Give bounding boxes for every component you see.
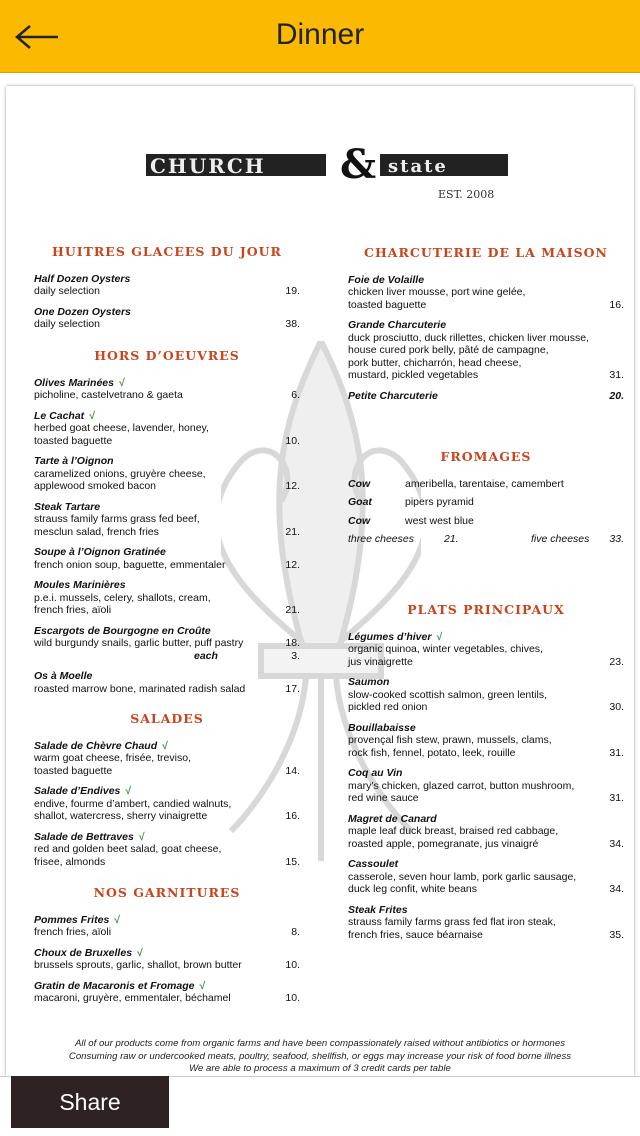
item-price: 16. bbox=[609, 298, 624, 311]
item-price: 38. bbox=[285, 318, 300, 330]
menu-item bbox=[34, 625, 300, 663]
item-price: 23. bbox=[609, 655, 624, 668]
description-text: macaroni, gruyère, emmentaler, béchamel bbox=[34, 992, 231, 1004]
vegetarian-icon: √ bbox=[137, 946, 143, 959]
item-description bbox=[34, 843, 300, 856]
description-text: duck leg confit, white beans bbox=[348, 883, 477, 895]
item-description bbox=[348, 916, 624, 929]
top-bar bbox=[0, 0, 640, 73]
description-text: roasted marrow bone, marinated radish salad bbox=[34, 682, 246, 695]
description-text: slow-cooked scottish salmon, green lentils, bbox=[348, 688, 548, 701]
description-text: chicken liver mousse, port wine gelée, bbox=[348, 286, 526, 298]
description-text: warm goat cheese, frisée, treviso, bbox=[34, 752, 191, 764]
description-text: french fries, aïoli bbox=[34, 926, 112, 938]
item-extra bbox=[34, 650, 300, 663]
menu-item bbox=[34, 501, 300, 539]
description-text: pork butter, chicharrón, head cheese, bbox=[348, 356, 522, 369]
item-description bbox=[34, 285, 300, 298]
extra-price: 3. bbox=[291, 649, 300, 662]
item-description bbox=[348, 344, 624, 357]
svg-text:CHURCH: CHURCH bbox=[150, 154, 266, 178]
menu-item bbox=[34, 579, 300, 617]
item-name: Olives Marinées √ bbox=[34, 376, 125, 389]
description-text: applewood smoked bacon bbox=[34, 480, 157, 492]
description-text: caramelized onions, gruyère cheese, bbox=[34, 467, 206, 480]
vegetarian-icon: √ bbox=[114, 913, 121, 926]
cheese-row bbox=[348, 515, 624, 528]
item-description bbox=[348, 929, 624, 942]
item-name: Salade de Bettraves √ bbox=[34, 830, 145, 843]
left-column bbox=[34, 86, 300, 1026]
vegetarian-icon: √ bbox=[436, 630, 443, 643]
item-description bbox=[348, 643, 624, 656]
item-description bbox=[348, 369, 624, 382]
cheese-pricing bbox=[348, 533, 624, 546]
description-text: organic quinoa, winter vegetables, chives, bbox=[348, 643, 543, 655]
description-text: house cured pork belly, pâté de campagne, bbox=[348, 344, 549, 356]
item-price: 21. bbox=[285, 604, 300, 616]
item-price: 34. bbox=[609, 883, 624, 895]
item-name: Grande Charcuterie bbox=[348, 319, 447, 331]
item-name bbox=[348, 390, 624, 403]
item-description bbox=[34, 752, 300, 765]
description-text: mary’s chicken, glazed carrot, button mushroom, bbox=[348, 779, 575, 792]
item-name: Os à Moelle bbox=[34, 670, 93, 682]
section-title: NOS GARNITURES bbox=[93, 885, 241, 900]
cheese-price-label: five cheeses bbox=[531, 533, 590, 545]
menu-section bbox=[348, 247, 624, 410]
menu-item bbox=[348, 631, 624, 669]
description-text: duck prosciutto, duck rillettes, chicken liver mousse, bbox=[348, 331, 590, 344]
description-text: mustard, pickled vegetables bbox=[348, 369, 479, 381]
cheese-row bbox=[348, 478, 624, 491]
menu-item bbox=[34, 670, 300, 695]
item-name: Half Dozen Oysters bbox=[34, 272, 131, 285]
item-name: Moules Marinières bbox=[34, 579, 126, 591]
item-name: Saumon bbox=[348, 676, 390, 688]
cheese-desc: ameribella, tarentaise, camembert bbox=[405, 477, 564, 490]
description-text: shallot, watercress, sherry vinaigrette bbox=[34, 810, 208, 822]
item-price: 31. bbox=[609, 746, 624, 759]
description-text: brussels sprouts, garlic, shallot, brown butter bbox=[34, 959, 242, 971]
description-text: red wine sauce bbox=[348, 792, 419, 804]
item-description bbox=[34, 604, 300, 617]
item-price: 15. bbox=[285, 855, 300, 868]
item-name: Légumes d’hiver √ bbox=[348, 630, 443, 643]
item-price: 8. bbox=[291, 926, 300, 938]
description-text: wild burgundy snails, garlic butter, puff pastry bbox=[34, 637, 244, 649]
vegetarian-icon: √ bbox=[118, 376, 125, 389]
menu-section bbox=[348, 604, 624, 949]
item-description bbox=[348, 883, 624, 896]
description-text: strauss family farms grass fed beef, bbox=[34, 513, 200, 525]
section-title: HORS D’OEUVRES bbox=[94, 348, 240, 363]
description-text: rock fish, fennel, potato, leek, rouille bbox=[348, 746, 516, 759]
item-price: 12. bbox=[285, 558, 300, 571]
description-text: daily selection bbox=[34, 318, 100, 330]
item-price: 31. bbox=[609, 792, 624, 804]
cheese-type: Cow bbox=[348, 477, 371, 490]
description-text: toasted baguette bbox=[34, 764, 113, 777]
item-description bbox=[348, 780, 624, 793]
item-name: Pommes Frites √ bbox=[34, 913, 121, 926]
description-text: toasted baguette bbox=[348, 298, 427, 311]
item-name: Coq au Vin bbox=[348, 767, 403, 779]
item-description bbox=[348, 792, 624, 805]
share-button[interactable]: Share bbox=[11, 1076, 169, 1128]
item-name: Foie de Volaille bbox=[348, 273, 425, 286]
menu-item bbox=[34, 785, 300, 823]
menu-section bbox=[34, 350, 300, 703]
item-price: 20. bbox=[609, 389, 624, 402]
item-name: Steak Tartare bbox=[34, 500, 101, 513]
menu-section bbox=[348, 451, 624, 546]
menu-item bbox=[34, 546, 300, 571]
item-name: Gratin de Macaronis et Fromage √ bbox=[34, 979, 206, 992]
menu-footer bbox=[6, 1038, 634, 1076]
cheese-row bbox=[348, 496, 624, 509]
section-title: FROMAGES bbox=[440, 449, 532, 464]
cheese-desc: west west blue bbox=[405, 514, 474, 527]
description-text: herbed goat cheese, lavender, honey, bbox=[34, 422, 209, 434]
description-text: picholine, castelvetrano & gaeta bbox=[34, 389, 183, 401]
section-title: CHARCUTERIE DE LA MAISON bbox=[364, 245, 608, 260]
menu-item bbox=[348, 813, 624, 851]
item-description bbox=[34, 318, 300, 331]
item-price: 31. bbox=[609, 369, 624, 381]
description-text: p.e.i. mussels, celery, shallots, cream, bbox=[34, 591, 211, 604]
description-text: french fries, aïoli bbox=[34, 604, 112, 616]
item-name: Choux de Bruxelles √ bbox=[34, 946, 143, 959]
item-name: Tarte à l’Oignon bbox=[34, 455, 114, 467]
item-name: Steak Frites bbox=[348, 903, 408, 916]
section-title: SALADES bbox=[130, 711, 204, 726]
item-name: Bouillabaisse bbox=[348, 721, 416, 734]
item-name: Soupe à l’Oignon Gratinée bbox=[34, 546, 166, 558]
item-description bbox=[34, 559, 300, 572]
item-description bbox=[34, 637, 300, 650]
menu-document[interactable] bbox=[6, 86, 634, 1076]
description-text: daily selection bbox=[34, 285, 100, 297]
description-text: roasted apple, pomegranate, jus vinaigré bbox=[348, 837, 539, 850]
vegetarian-icon: √ bbox=[89, 409, 95, 422]
description-text: jus vinaigrette bbox=[348, 655, 413, 668]
menu-item bbox=[34, 306, 300, 331]
item-price: 21. bbox=[285, 525, 300, 538]
item-description bbox=[348, 299, 624, 312]
item-name: Salade d’Endives √ bbox=[34, 785, 132, 797]
description-text: maple leaf duck breast, braised red cabbage, bbox=[348, 825, 559, 837]
item-name: Cassoulet bbox=[348, 858, 399, 870]
item-description bbox=[348, 838, 624, 851]
logo-est: EST. 2008 bbox=[438, 188, 495, 201]
item-name: Salade de Chèvre Chaud √ bbox=[34, 739, 168, 752]
menu-section bbox=[34, 713, 300, 876]
menu-item bbox=[348, 722, 624, 760]
menu-item bbox=[34, 273, 300, 298]
extra-label: each bbox=[194, 649, 218, 662]
cheese-price-group bbox=[348, 533, 459, 546]
menu-section bbox=[34, 246, 300, 339]
item-description bbox=[348, 689, 624, 702]
item-description bbox=[34, 480, 300, 493]
description-text: frisee, almonds bbox=[34, 855, 106, 868]
menu-item bbox=[348, 274, 624, 312]
vegetarian-icon: √ bbox=[162, 739, 168, 752]
item-description bbox=[348, 357, 624, 370]
svg-text:state: state bbox=[388, 156, 448, 177]
right-column bbox=[348, 86, 624, 1026]
section-title: HUITRES GLACEES DU JOUR bbox=[52, 244, 282, 259]
footer-line: Consuming raw or undercooked meats, poultry, seafood, shellfish, or eggs may increase your risk of food borne illness bbox=[68, 1050, 572, 1062]
cheese-desc: pipers pyramid bbox=[405, 496, 474, 508]
description-text: red and golden beet salad, goat cheese, bbox=[34, 843, 222, 855]
item-description bbox=[34, 959, 300, 972]
item-description bbox=[34, 798, 300, 811]
menu-item bbox=[34, 947, 300, 972]
footer-line: All of our products come from organic farms and have been compassionately raised without antibiotics or hormones bbox=[74, 1038, 566, 1049]
description-text: mesclun salad, french fries bbox=[34, 525, 159, 538]
vegetarian-icon: √ bbox=[125, 785, 132, 797]
item-description bbox=[348, 734, 624, 747]
item-price: 19. bbox=[285, 285, 300, 297]
description-text: pickled red onion bbox=[348, 701, 428, 713]
item-price: 10. bbox=[285, 434, 300, 447]
item-description bbox=[34, 435, 300, 448]
menu-item bbox=[34, 831, 300, 869]
item-description bbox=[34, 592, 300, 605]
item-description bbox=[348, 701, 624, 714]
item-description bbox=[348, 871, 624, 884]
cheese-price: 21. bbox=[443, 533, 459, 545]
item-description bbox=[34, 810, 300, 823]
cheese-price: 33. bbox=[609, 533, 624, 545]
item-price: 18. bbox=[285, 637, 300, 649]
item-description bbox=[34, 926, 300, 939]
cheese-type: Goat bbox=[348, 496, 372, 508]
item-description bbox=[348, 332, 624, 345]
item-price: 10. bbox=[285, 992, 300, 1004]
item-name-text: Petite Charcuterie bbox=[348, 389, 438, 402]
item-description bbox=[34, 389, 300, 402]
menu-item bbox=[348, 767, 624, 805]
menu-item bbox=[34, 377, 300, 402]
cheese-price-group bbox=[531, 533, 624, 546]
menu-section bbox=[34, 887, 300, 1013]
item-price: 10. bbox=[285, 959, 300, 971]
menu-item bbox=[348, 858, 624, 896]
menu-item bbox=[348, 319, 624, 382]
menu-item bbox=[348, 676, 624, 714]
description-text: toasted baguette bbox=[34, 434, 113, 447]
item-description bbox=[34, 856, 300, 869]
item-description bbox=[348, 825, 624, 838]
item-name: Le Cachat √ bbox=[34, 409, 95, 422]
item-name: One Dozen Oysters bbox=[34, 305, 131, 318]
description-text: endive, fourme d’ambert, candied walnuts, bbox=[34, 797, 232, 810]
cheese-price-label: three cheeses bbox=[348, 533, 414, 545]
description-text: french onion soup, baguette, emmentaler bbox=[34, 558, 226, 571]
description-text: casserole, seven hour lamb, pork garlic sausage, bbox=[348, 870, 577, 883]
menu-item bbox=[34, 914, 300, 939]
vegetarian-icon: √ bbox=[138, 830, 145, 843]
page-title: Dinner bbox=[275, 18, 365, 51]
menu-item bbox=[34, 980, 300, 1005]
menu-item bbox=[34, 740, 300, 778]
vegetarian-icon: √ bbox=[199, 979, 206, 992]
menu-item bbox=[348, 390, 624, 403]
menu-item bbox=[34, 455, 300, 493]
item-description bbox=[34, 765, 300, 778]
item-description bbox=[34, 992, 300, 1005]
cheese-type: Cow bbox=[348, 514, 371, 527]
item-description bbox=[34, 468, 300, 481]
item-description bbox=[348, 286, 624, 299]
item-description bbox=[34, 526, 300, 539]
item-price: 14. bbox=[285, 764, 300, 777]
item-price: 35. bbox=[609, 928, 624, 941]
menu-item bbox=[34, 410, 300, 448]
item-price: 16. bbox=[285, 810, 300, 822]
item-price: 34. bbox=[609, 837, 624, 850]
item-description bbox=[34, 422, 300, 435]
svg-text:&: & bbox=[340, 141, 377, 188]
item-price: 30. bbox=[609, 701, 624, 713]
item-description bbox=[34, 683, 300, 696]
item-name: Escargots de Bourgogne en Croûte bbox=[34, 624, 211, 637]
description-text: french fries, sauce béarnaise bbox=[348, 928, 483, 941]
menu-item bbox=[348, 904, 624, 942]
item-name: Magret de Canard bbox=[348, 812, 437, 825]
footer-line: We are able to process a maximum of 3 credit cards per table bbox=[189, 1063, 451, 1074]
item-description bbox=[348, 747, 624, 760]
description-text: strauss family farms grass fed flat iron steak, bbox=[348, 916, 556, 928]
item-description bbox=[348, 656, 624, 669]
item-description bbox=[34, 513, 300, 526]
description-text: provençal fish stew, prawn, mussels, clams, bbox=[348, 734, 552, 746]
item-price: 12. bbox=[285, 480, 300, 492]
item-price: 6. bbox=[291, 389, 300, 401]
section-title: PLATS PRINCIPAUX bbox=[407, 602, 565, 617]
item-price: 17. bbox=[285, 682, 300, 695]
